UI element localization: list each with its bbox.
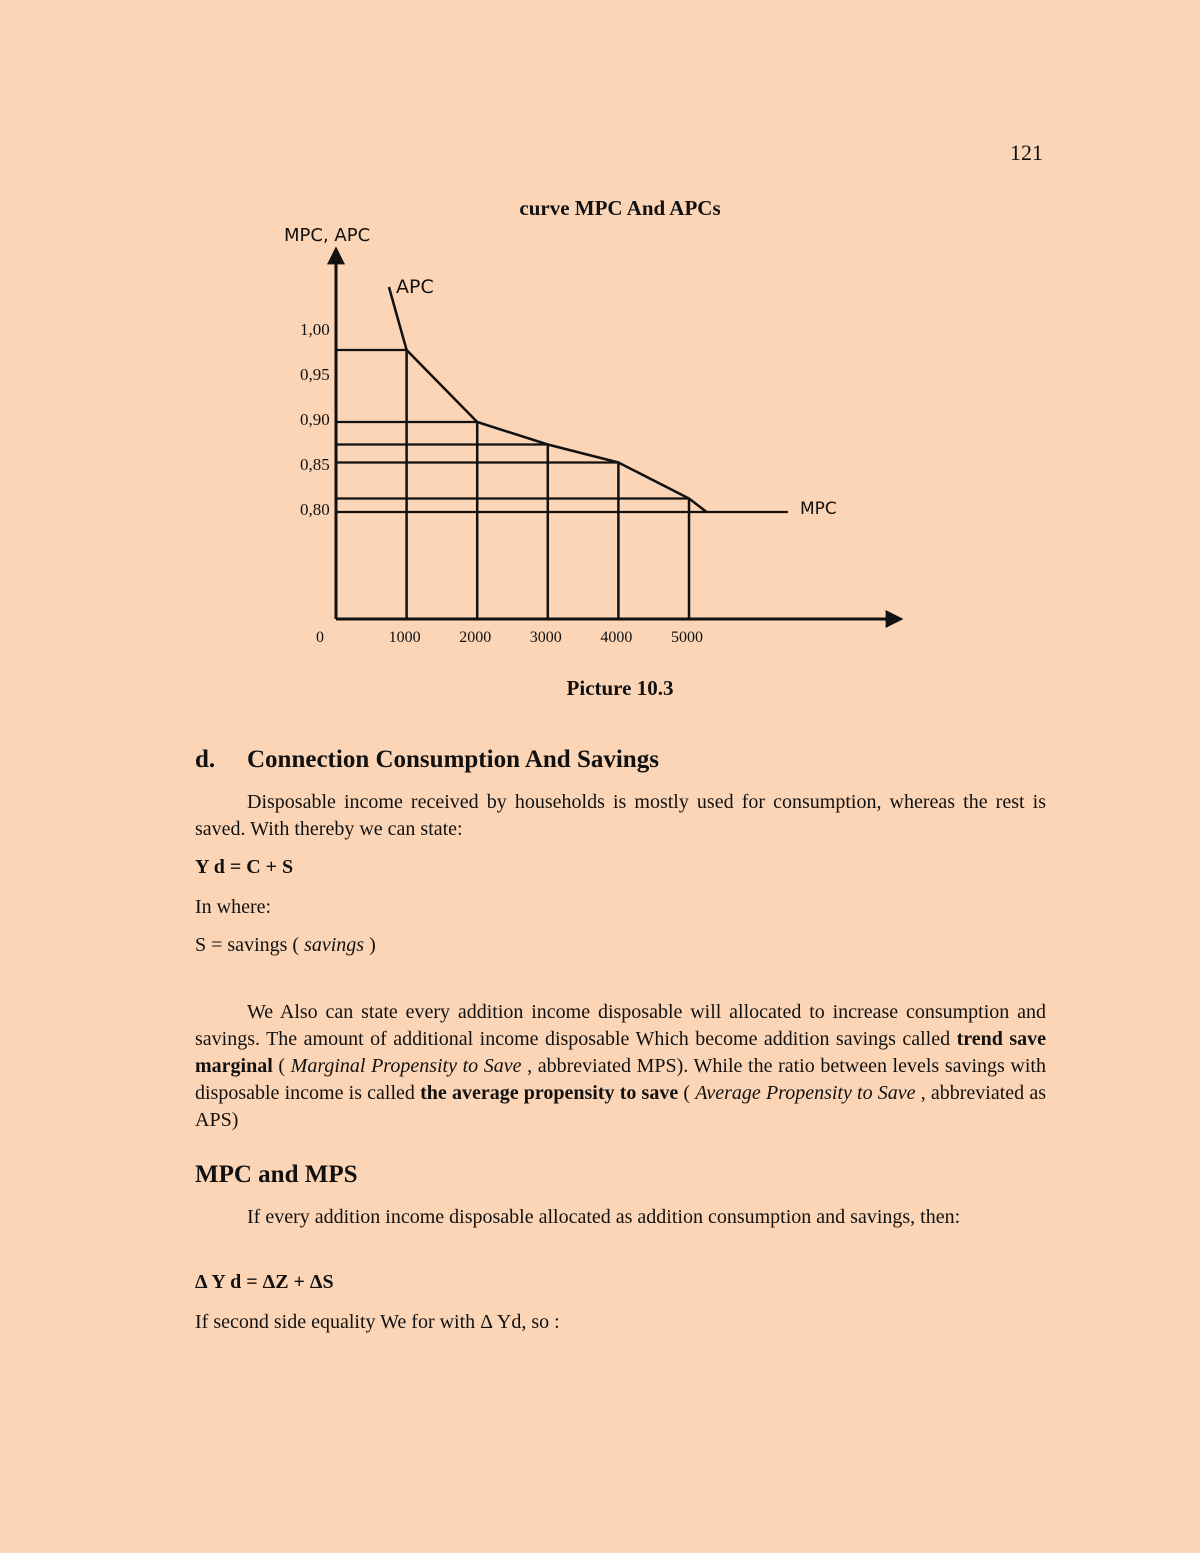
last-line: If second side equality We for with Δ Yd, so : [195, 1311, 560, 1333]
formula-delta-yd: Δ Y d = ΔZ + ΔS [195, 1271, 334, 1293]
x-tick-label: 5000 [671, 629, 703, 646]
x-tick-label: 3000 [529, 629, 562, 646]
para2-text-e: , abbreviated MPS). While the ratio between levels savings with disposable income is called [195, 1055, 1046, 1104]
y-tick-label: 1,00 [300, 320, 330, 339]
y-axis-label: MPC, APC [284, 225, 371, 246]
page-number: 121 [1010, 140, 1043, 165]
chart-title: curve MPC And APCs [519, 196, 721, 220]
x-tick-label: 0 [316, 629, 324, 646]
section-d-paragraph-1: Disposable income received by households is mostly used for consumption, whereas the rest is saved. With thereby we can state: [195, 791, 1046, 840]
x-tick-label: 2000 [459, 629, 492, 646]
para2-italic-mps: Marginal Propensity to Save [290, 1055, 522, 1077]
in-where-label: In where: [195, 896, 272, 918]
savings-def-prefix: S = savings ( [195, 934, 300, 956]
y-tick-label: 0,90 [300, 410, 330, 429]
para2-italic-aps: Average Propensity to Save [695, 1082, 916, 1104]
para2-text-i: , abbreviated as APS) [195, 1082, 1047, 1131]
apc-label: APC [396, 276, 434, 298]
para2-term-mps: trend save marginal [195, 1028, 1046, 1077]
mpc-apc-chart [0, 0, 1200, 720]
y-tick-label: 0,80 [300, 500, 330, 519]
formula-yd: Y d = C + S [195, 856, 294, 878]
y-tick-label: 0,85 [300, 455, 330, 474]
para2-text-g: ( [678, 1082, 696, 1104]
y-tick-label: 0,95 [300, 365, 330, 384]
savings-definition [195, 934, 376, 957]
section-mpc-paragraph: If every addition income disposable allocated as addition consumption and savings, then: [247, 1206, 961, 1228]
section-d-letter: d. [195, 746, 216, 773]
savings-def-suffix: ) [369, 934, 376, 956]
para2-term-aps: the average propensity to save [420, 1082, 679, 1104]
mpc-label: MPC [800, 499, 837, 519]
x-tick-label: 4000 [600, 629, 633, 646]
para2-text-c: ( [272, 1055, 291, 1077]
section-d-title: Connection Consumption And Savings [247, 746, 659, 773]
savings-def-italic: savings [304, 934, 365, 956]
x-tick-label: 1000 [388, 629, 421, 646]
para2-text-a: We Also can state every addition income disposable will allocated to increase consumption and savings. The amount of additional income disposable Which become addition savings called [195, 1001, 1046, 1050]
figure-caption: Picture 10.3 [566, 676, 674, 700]
section-d-paragraph-2 [195, 999, 1046, 1134]
section-d-heading [195, 746, 659, 774]
section-mpc-heading: MPC and MPS [195, 1161, 358, 1188]
